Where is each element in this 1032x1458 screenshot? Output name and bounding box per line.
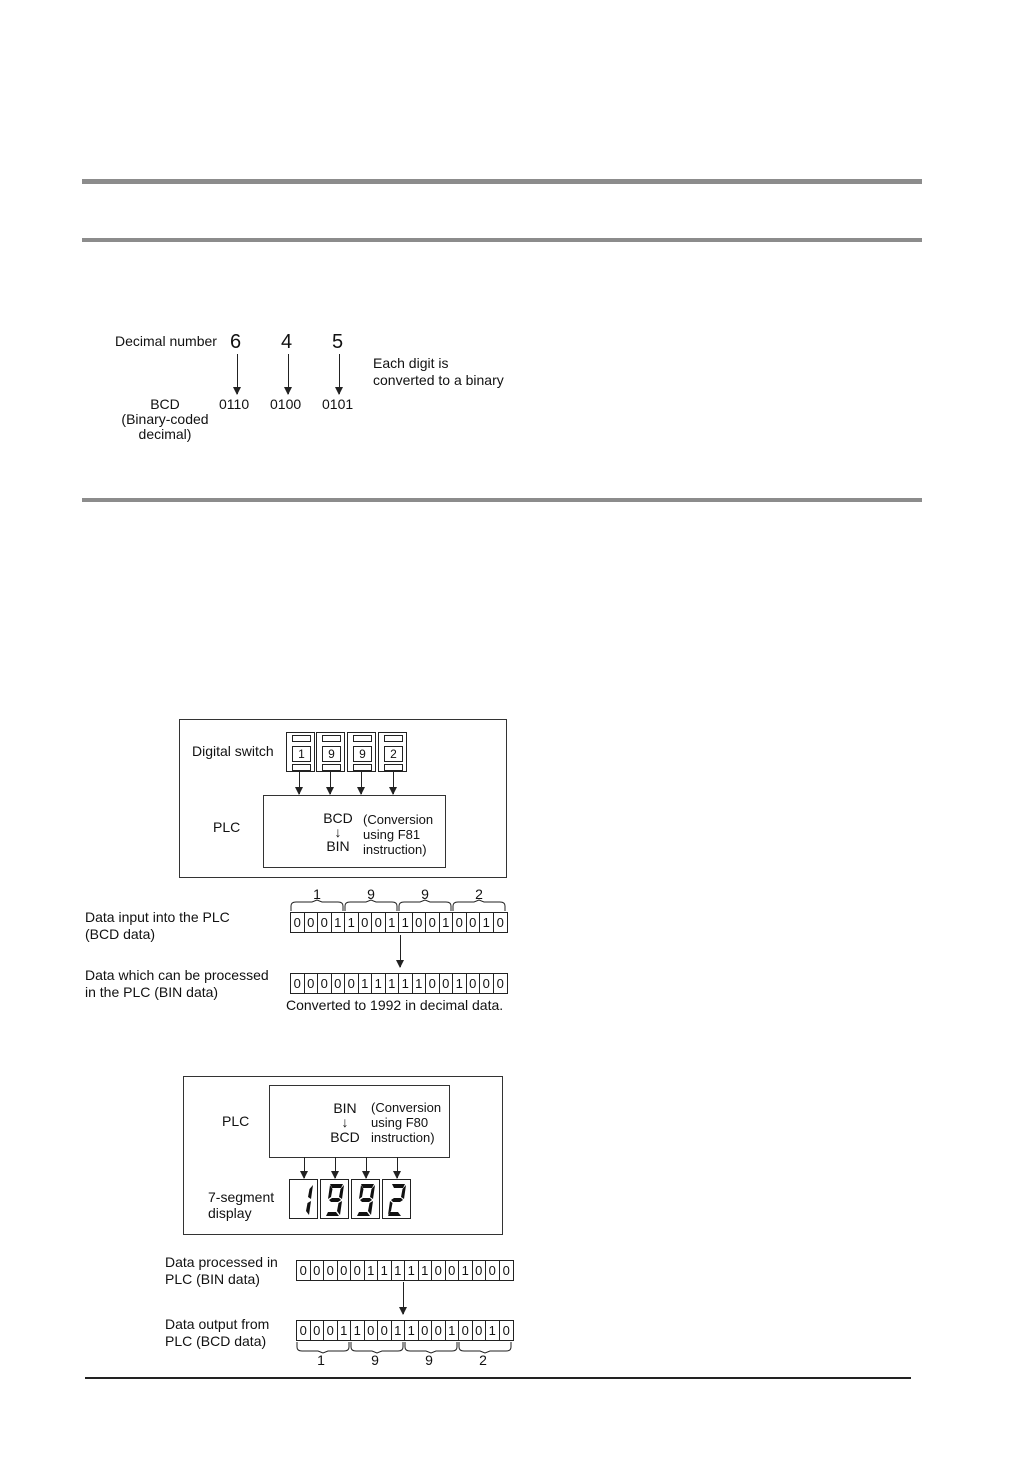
switch-digit: 1 xyxy=(292,746,311,762)
conversion-from: BCD xyxy=(323,810,353,826)
footer-rule xyxy=(85,1377,911,1379)
down-arrow-icon xyxy=(361,772,362,794)
down-arrow-icon xyxy=(330,772,331,794)
switch-cell xyxy=(347,732,376,772)
bit-cell: 1 xyxy=(405,1261,419,1280)
plc-label: PLC xyxy=(213,819,241,835)
conversion-arrow-icon: ↓ xyxy=(341,1114,349,1130)
group-label: 9 xyxy=(371,1352,379,1368)
down-arrow-icon xyxy=(393,772,394,794)
group-label: 1 xyxy=(317,1352,325,1368)
switch-digit: 9 xyxy=(353,746,372,762)
bit-cell: 1 xyxy=(399,974,413,993)
row-label: Data input into the PLC xyxy=(85,909,230,925)
bit-cell: 0 xyxy=(338,1261,352,1280)
segment-digit-icon xyxy=(321,1180,348,1218)
bit-cell: 0 xyxy=(432,1321,446,1340)
bit-cell: 1 xyxy=(351,1321,365,1340)
conversion-to: BCD xyxy=(330,1129,360,1145)
bit-cell: 0 xyxy=(297,1261,311,1280)
segment-digit-icon xyxy=(290,1180,317,1218)
switch-cell xyxy=(286,732,315,772)
bit-cell: 1 xyxy=(446,1321,460,1340)
conversion-note: using F81 xyxy=(363,827,421,842)
bit-cell: 0 xyxy=(351,1261,365,1280)
bit-cell: 1 xyxy=(386,913,400,932)
bit-cell: 0 xyxy=(502,1263,510,1278)
bcd-label-line: (Binary-coded xyxy=(121,411,209,427)
down-arrow-icon xyxy=(304,1157,305,1178)
row-label: in the PLC (BIN data) xyxy=(85,984,219,1000)
bit-cell: 0 xyxy=(324,1321,338,1340)
row-label: PLC (BCD data) xyxy=(165,1333,267,1349)
bit-cell: 0 xyxy=(459,1321,473,1340)
bit-cell: 0 xyxy=(467,913,481,932)
bit-cell: 0 xyxy=(440,974,454,993)
bit-cell: 1 xyxy=(419,1261,433,1280)
bit-cell: 0 xyxy=(318,913,332,932)
bit-cell: 0 xyxy=(480,974,494,993)
group-label: 9 xyxy=(425,1352,433,1368)
bit-cell: 0 xyxy=(372,913,386,932)
group-label: 2 xyxy=(475,886,483,902)
bit-cell: 0 xyxy=(467,974,481,993)
row-label: Data output from xyxy=(165,1316,270,1332)
bit-cell: 0 xyxy=(413,913,427,932)
row-label: Data which can be processed xyxy=(85,967,269,983)
bcd-bit-row xyxy=(296,1320,514,1341)
bit-cell: 0 xyxy=(502,1323,510,1338)
bit-cell: 0 xyxy=(486,1261,500,1280)
bit-cell: 0 xyxy=(496,976,504,991)
bit-cell: 0 xyxy=(305,913,319,932)
bit-cell: 1 xyxy=(392,1321,406,1340)
bit-cell: 1 xyxy=(359,974,373,993)
bcd-code: 0101 xyxy=(322,396,354,412)
decimal-digit: 6 xyxy=(230,331,242,353)
bit-cell: 0 xyxy=(473,1321,487,1340)
bit-cell: 1 xyxy=(392,1261,406,1280)
bit-cell: 1 xyxy=(399,913,413,932)
conversion-note: using F80 xyxy=(371,1115,429,1130)
segment-digit-icon xyxy=(383,1180,410,1218)
conversion-note: instruction) xyxy=(371,1130,435,1145)
bit-cell: 0 xyxy=(305,974,319,993)
conversion-to: BIN xyxy=(326,838,350,854)
switch-digit: 2 xyxy=(384,746,403,762)
bcd-note-line: converted to a binary xyxy=(373,372,504,388)
digital-switch-label: Digital switch xyxy=(192,743,274,759)
group-label: 9 xyxy=(421,886,429,902)
bit-cell: 0 xyxy=(345,974,359,993)
down-arrow-icon xyxy=(288,354,289,394)
group-label: 2 xyxy=(479,1352,487,1368)
row-label: (BCD data) xyxy=(85,926,156,942)
bit-cell: 1 xyxy=(413,974,427,993)
decimal-digit: 4 xyxy=(281,331,293,353)
down-arrow-icon xyxy=(403,1282,404,1314)
display-label: display xyxy=(208,1205,252,1221)
conversion-note: instruction) xyxy=(363,842,427,857)
bit-cell: 0 xyxy=(419,1321,433,1340)
bit-cell: 0 xyxy=(453,913,467,932)
row-label: Data processed in xyxy=(165,1254,278,1270)
switch-cell xyxy=(316,732,345,772)
bit-cell: 1 xyxy=(372,974,386,993)
seven-segment-digit xyxy=(382,1179,411,1219)
bit-cell: 1 xyxy=(459,1261,473,1280)
converted-note: Converted to 1992 in decimal data. xyxy=(286,997,504,1013)
bit-cell: 0 xyxy=(473,1261,487,1280)
bit-cell: 0 xyxy=(324,1261,338,1280)
section-rule-3 xyxy=(82,498,922,502)
bcd-code: 0100 xyxy=(270,396,302,412)
down-arrow-icon xyxy=(366,1157,367,1178)
bit-cell: 0 xyxy=(318,974,332,993)
down-arrow-icon xyxy=(397,1157,398,1178)
display-label: 7-segment xyxy=(208,1189,275,1205)
bin-bit-row xyxy=(290,973,508,994)
bit-cell: 1 xyxy=(480,913,494,932)
bit-cell: 0 xyxy=(311,1321,325,1340)
bit-cell: 0 xyxy=(426,913,440,932)
switch-cell xyxy=(378,732,407,772)
bit-cell: 1 xyxy=(365,1261,379,1280)
bit-cell: 1 xyxy=(486,1321,500,1340)
switch-digit: 9 xyxy=(322,746,341,762)
conversion-note: (Conversion xyxy=(363,812,434,827)
bit-cell: 1 xyxy=(332,913,346,932)
bit-cell: 1 xyxy=(453,974,467,993)
group-label: 1 xyxy=(313,886,321,902)
down-arrow-icon xyxy=(299,772,300,794)
section-rule-top xyxy=(82,179,922,184)
bit-cell: 0 xyxy=(332,974,346,993)
bcd-label-line: decimal) xyxy=(138,426,192,442)
bit-cell: 1 xyxy=(440,913,454,932)
bit-cell: 1 xyxy=(378,1261,392,1280)
bit-cell: 0 xyxy=(378,1321,392,1340)
bit-cell: 0 xyxy=(365,1321,379,1340)
section-rule-2 xyxy=(82,238,922,242)
group-brace-icon xyxy=(290,900,508,912)
bit-cell: 0 xyxy=(311,1261,325,1280)
plc-label: PLC xyxy=(222,1113,250,1129)
decimal-digit: 5 xyxy=(332,331,344,353)
group-label: 9 xyxy=(367,886,375,902)
seven-segment-digit xyxy=(351,1179,380,1219)
bit-cell: 0 xyxy=(291,974,305,993)
conversion-from: BIN xyxy=(333,1100,357,1116)
bit-cell: 0 xyxy=(297,1321,311,1340)
bit-cell: 1 xyxy=(386,974,400,993)
row-label: PLC (BIN data) xyxy=(165,1271,260,1287)
bin-bit-row xyxy=(296,1260,514,1281)
bit-cell: 0 xyxy=(359,913,373,932)
bit-cell: 0 xyxy=(446,1261,460,1280)
down-arrow-icon xyxy=(400,935,401,967)
bcd-bit-row xyxy=(290,912,508,933)
conversion-note: (Conversion xyxy=(371,1100,442,1115)
down-arrow-icon xyxy=(335,1157,336,1178)
segment-digit-icon xyxy=(352,1180,379,1218)
decimal-number-label: Decimal number xyxy=(115,333,217,349)
bcd-note-line: Each digit is xyxy=(373,355,449,371)
bit-cell: 1 xyxy=(345,913,359,932)
bit-cell: 0 xyxy=(426,974,440,993)
seven-segment-digit xyxy=(320,1179,349,1219)
bit-cell: 0 xyxy=(291,913,305,932)
bit-cell: 0 xyxy=(496,915,504,930)
bit-cell: 1 xyxy=(405,1321,419,1340)
bcd-label-line: BCD xyxy=(150,396,180,412)
bit-cell: 1 xyxy=(338,1321,352,1340)
down-arrow-icon xyxy=(237,354,238,394)
bcd-code: 0110 xyxy=(219,396,250,412)
conversion-arrow-icon: ↓ xyxy=(334,824,342,840)
down-arrow-icon xyxy=(339,354,340,394)
bit-cell: 0 xyxy=(432,1261,446,1280)
seven-segment-digit xyxy=(289,1179,318,1219)
